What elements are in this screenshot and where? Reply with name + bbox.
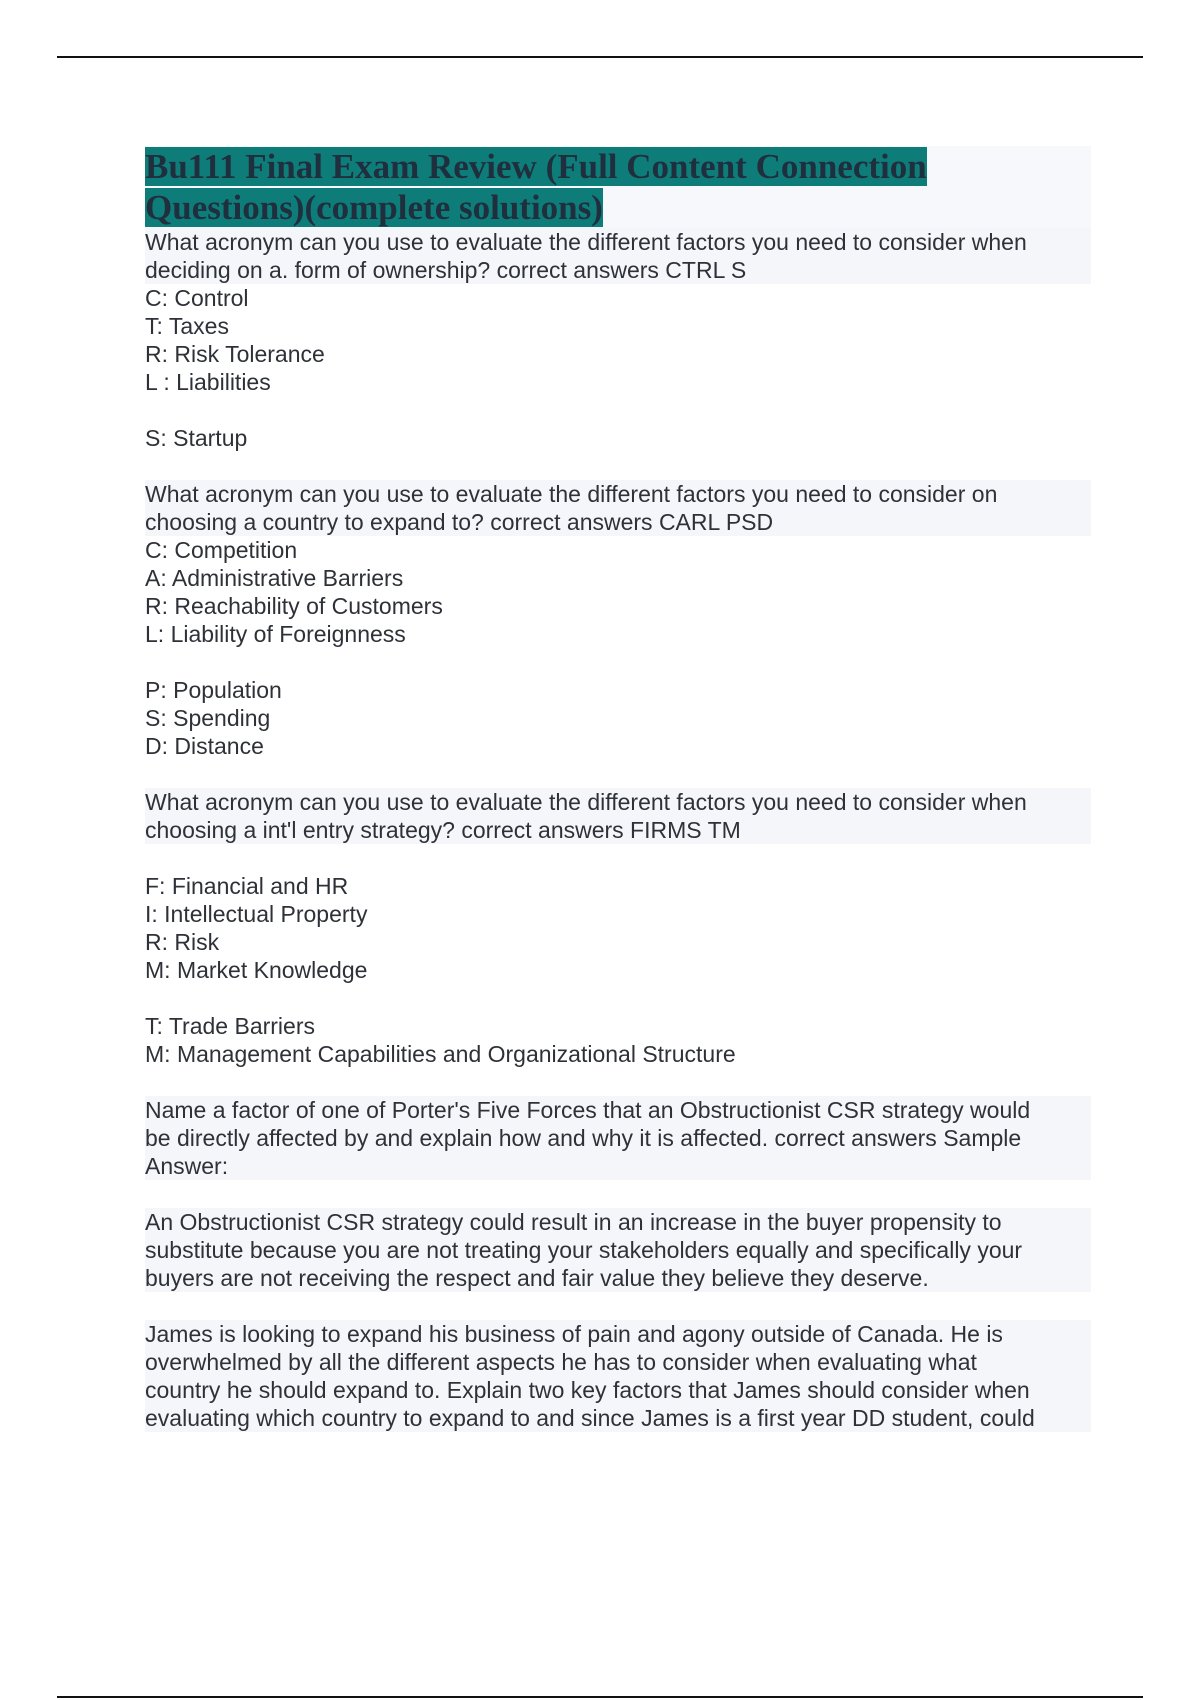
question-line: be directly affected by and explain how and why it is affected. correct answers Sample [145, 1125, 1022, 1151]
answer-text [145, 1208, 1091, 1292]
question-block-james [145, 1320, 1091, 1432]
answer-list [145, 536, 1091, 760]
answer-line: An Obstructionist CSR strategy could result in an increase in the buyer propensity to [145, 1209, 1002, 1235]
answer-line: substitute because you are not treating your stakeholders equally and specifically your [145, 1237, 1023, 1263]
title-block [145, 146, 1091, 228]
question-text [145, 480, 1091, 536]
list-item: M: Management Capabilities and Organizational Structure [145, 1041, 736, 1067]
question-text [145, 1096, 1091, 1180]
question-block-ctrl-s [145, 228, 1091, 452]
header-rule [57, 56, 1143, 58]
question-line: choosing a country to expand to? correct answers CARL PSD [145, 509, 774, 535]
list-item: L: Liability of Foreignness [145, 621, 406, 647]
answer-list [145, 872, 1091, 1068]
question-text [145, 228, 1091, 284]
list-item: T: Trade Barriers [145, 1013, 315, 1039]
list-item: A: Administrative Barriers [145, 565, 404, 591]
question-line: evaluating which country to expand to and since James is a first year DD student, could [145, 1405, 1035, 1431]
question-line: deciding on a. form of ownership? correct answers CTRL S [145, 257, 747, 283]
list-item: R: Risk Tolerance [145, 341, 325, 367]
list-item: F: Financial and HR [145, 873, 349, 899]
question-line: overwhelmed by all the different aspects he has to consider when evaluating what [145, 1349, 977, 1375]
list-item: M: Market Knowledge [145, 957, 368, 983]
question-line: What acronym can you use to evaluate the different factors you need to consider when [145, 229, 1027, 255]
question-block-firms-tm [145, 788, 1091, 1068]
title-line-2: Questions)(complete solutions) [145, 188, 603, 227]
question-line: What acronym can you use to evaluate the different factors you need to consider on [145, 481, 998, 507]
question-line: Answer: [145, 1153, 229, 1179]
question-block-carl-psd [145, 480, 1091, 760]
list-item: T: Taxes [145, 313, 229, 339]
question-line: James is looking to expand his business of pain and agony outside of Canada. He is [145, 1321, 1003, 1347]
question-block-porter [145, 1096, 1091, 1292]
list-item: C: Competition [145, 537, 298, 563]
list-item: L : Liabilities [145, 369, 271, 395]
list-item: C: Control [145, 285, 249, 311]
list-item: R: Risk [145, 929, 220, 955]
title-line-1: Bu111 Final Exam Review (Full Content Connection [145, 147, 927, 186]
question-text [145, 1320, 1091, 1432]
list-item: P: Population [145, 677, 282, 703]
list-item: S: Spending [145, 705, 271, 731]
question-line: country he should expand to. Explain two key factors that James should consider when [145, 1377, 1030, 1403]
answer-line: buyers are not receiving the respect and fair value they believe they deserve. [145, 1265, 929, 1291]
list-item: I: Intellectual Property [145, 901, 368, 927]
question-text [145, 788, 1091, 844]
document-body [145, 146, 1091, 1432]
question-line: What acronym can you use to evaluate the different factors you need to consider when [145, 789, 1027, 815]
list-item: S: Startup [145, 425, 248, 451]
list-item: D: Distance [145, 733, 264, 759]
question-line: Name a factor of one of Porter's Five Forces that an Obstructionist CSR strategy would [145, 1097, 1031, 1123]
list-item: R: Reachability of Customers [145, 593, 443, 619]
question-line: choosing a int'l entry strategy? correct answers FIRMS TM [145, 817, 741, 843]
qa-content [145, 228, 1091, 1432]
footer-rule [57, 1696, 1143, 1698]
document-title [145, 146, 1091, 228]
answer-list [145, 284, 1091, 452]
